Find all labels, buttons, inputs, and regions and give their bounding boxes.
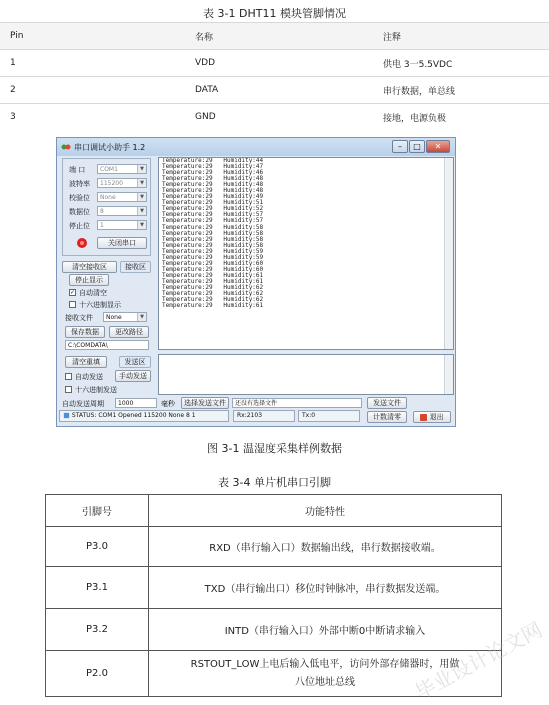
port-label: 端 口 (69, 166, 86, 174)
databits-select[interactable] (97, 206, 147, 216)
send-file-button[interactable]: 发送文件 (367, 397, 407, 409)
table-cell: P3.1 (46, 567, 149, 609)
exit-button[interactable] (413, 411, 451, 423)
chevron-down-icon: ▼ (137, 207, 146, 215)
close-port-button[interactable]: 关闭串口 (97, 237, 147, 249)
port-status-led-icon (76, 237, 88, 249)
receive-scrollbar[interactable] (444, 158, 453, 349)
save-path-field[interactable]: C:\COMDATA\ (65, 340, 149, 350)
cell-line: 八位地址总线 (295, 676, 355, 688)
table-cell: RXD（串行输入口）数据输出线，串行数据接收端。 (149, 527, 502, 567)
chevron-down-icon: ▼ (137, 165, 146, 173)
auto-send-checkbox[interactable] (65, 373, 72, 380)
table-row (46, 567, 502, 609)
cell-line: RSTOUT_LOW上电后输入低电平，访问外部存储器时，用做 (190, 658, 460, 670)
save-file-type-select[interactable] (103, 312, 147, 322)
change-path-button[interactable]: 更改路径 (109, 326, 149, 338)
receive-line: Temperature:29 Humidity:61 (162, 302, 264, 310)
receive-line: Temperature:29 Humidity:58 (162, 229, 264, 237)
save-data-button[interactable]: 保存数据 (65, 326, 105, 338)
port-select[interactable] (97, 164, 147, 174)
chevron-down-icon: ▼ (137, 179, 146, 187)
table-cell: TXD（串行输出口）移位时钟脉冲，串行数据发送端。 (149, 567, 502, 609)
table-header-row (0, 23, 549, 50)
receive-line: Temperature:29 Humidity:62 (162, 290, 264, 298)
window-title: 串口调试小助手 1.2 (74, 143, 146, 152)
send-area-label: 发送区 (119, 356, 151, 368)
table-row (46, 609, 502, 651)
hex-display-label: 十六进制显示 (79, 301, 121, 309)
status-bar (59, 410, 229, 422)
parity-select[interactable] (97, 192, 147, 202)
auto-clear-checkbox[interactable]: ✓ (70, 289, 76, 296)
table-row (0, 77, 549, 104)
receive-line: Temperature:29 Humidity:59 (162, 247, 264, 255)
title-bar[interactable] (57, 138, 455, 156)
parity-value: None (100, 194, 116, 201)
table-cell: 3 (0, 104, 185, 131)
table-cell: 2 (0, 77, 185, 104)
clear-resend-button[interactable]: 清空重填 (65, 356, 107, 368)
chevron-down-icon: ▼ (137, 193, 146, 201)
watermark: 毕业设计论文网 (411, 617, 547, 705)
maximize-icon: □ (413, 142, 421, 151)
period-label: 自动发送周期 (62, 400, 104, 408)
close-button[interactable] (426, 140, 450, 153)
receive-line: Temperature:29 Humidity:51 (162, 199, 264, 207)
chevron-down-icon: ▼ (137, 313, 146, 321)
receive-line: Temperature:29 Humidity:57 (162, 211, 264, 219)
receive-line: Temperature:29 Humidity:61 (162, 271, 264, 279)
table-row (46, 527, 502, 567)
hex-send-label: 十六进制发送 (75, 386, 117, 394)
select-file-button[interactable]: 选择发送文件 (181, 397, 229, 409)
save-file-type-value: None (106, 314, 122, 321)
table-cell: 串行数据，单总线 (373, 77, 549, 104)
receive-line: Temperature:29 Humidity:48 (162, 187, 264, 195)
stopbits-label: 停止位 (69, 222, 90, 230)
receive-line: Temperature:29 Humidity:62 (162, 296, 264, 304)
rx-counter: Rx:2103 (233, 410, 295, 422)
table-cell: 接地，电源负极 (373, 104, 549, 131)
table-cell: 供电 3一5.5VDC (373, 50, 549, 77)
save-file-label: 接收文件 (65, 314, 93, 322)
databits-value: 8 (100, 208, 104, 215)
clear-receive-button[interactable]: 清空接收区 (62, 261, 117, 273)
exit-icon (420, 414, 427, 421)
period-input[interactable]: 1000 (115, 398, 157, 408)
receive-line: Temperature:29 Humidity:60 (162, 265, 264, 273)
receive-line: Temperature:29 Humidity:52 (162, 205, 264, 213)
minimize-button[interactable] (392, 140, 408, 153)
table-cell: INTD（串行输入口）外部中断0中断请求输入 (149, 609, 502, 651)
hex-send-checkbox[interactable] (65, 386, 72, 393)
receive-line: Temperature:29 Humidity:44 (162, 157, 264, 164)
table-cell: DATA (185, 77, 373, 104)
receive-line: Temperature:29 Humidity:62 (162, 283, 264, 291)
table-cell: VDD (185, 50, 373, 77)
chevron-down-icon: ▼ (137, 221, 146, 229)
receive-lines (159, 158, 453, 309)
stopbits-value: 1 (100, 222, 104, 229)
pin-table (0, 22, 549, 130)
databits-label: 数据位 (69, 208, 90, 216)
header-cell: 引脚号 (46, 495, 149, 527)
period-unit: 毫秒 (161, 400, 175, 408)
receive-line: Temperature:29 Humidity:57 (162, 217, 264, 225)
table-cell: P3.2 (46, 609, 149, 651)
selected-file-field: 还没有选择文件 (232, 398, 362, 408)
receive-line: Temperature:29 Humidity:46 (162, 169, 264, 177)
receive-line: Temperature:29 Humidity:49 (162, 193, 264, 201)
hex-display-checkbox[interactable] (69, 301, 76, 308)
table1-caption: 表 3-1 DHT11 模块管脚情况 (203, 7, 346, 20)
header-cell: Pin (0, 23, 185, 50)
table2-caption: 表 3-4 单片机串口引脚 (218, 476, 331, 489)
receive-line: Temperature:29 Humidity:61 (162, 277, 264, 285)
status-icon (63, 412, 70, 419)
baud-select[interactable] (97, 178, 147, 188)
table-cell: 1 (0, 50, 185, 77)
receive-line: Temperature:29 Humidity:48 (162, 181, 264, 189)
header-cell: 功能特性 (149, 495, 502, 527)
status-text: STATUS: COM1 Opened 115200 None 8 1 (71, 412, 196, 419)
receive-textarea[interactable] (158, 157, 454, 350)
send-textarea[interactable] (158, 354, 454, 395)
receive-line: Temperature:29 Humidity:58 (162, 241, 264, 249)
stop-display-button[interactable]: 停止显示 (69, 274, 109, 286)
send-scrollbar[interactable] (444, 355, 453, 394)
receive-line: Temperature:29 Humidity:48 (162, 175, 264, 183)
port-value: COM1 (100, 166, 118, 173)
table-cell: P3.0 (46, 527, 149, 567)
app-icon (61, 142, 71, 152)
close-icon: ✕ (434, 142, 442, 151)
table-row (0, 50, 549, 77)
figure-caption: 图 3-1 温湿度采集样例数据 (207, 442, 342, 455)
receive-line: Temperature:29 Humidity:58 (162, 223, 264, 231)
parity-label: 校验位 (69, 194, 90, 202)
receive-area-label: 接收区 (120, 261, 151, 273)
manual-send-button[interactable]: 手动发送 (115, 370, 151, 382)
baud-label: 波特率 (69, 180, 90, 188)
header-cell: 名称 (185, 23, 373, 50)
header-cell: 注释 (373, 23, 549, 50)
receive-line: Temperature:29 Humidity:58 (162, 235, 264, 243)
table-header-row (46, 495, 502, 527)
receive-line: Temperature:29 Humidity:47 (162, 163, 264, 171)
baud-value: 115200 (100, 180, 123, 187)
auto-send-label: 自动发送 (75, 373, 103, 381)
table-cell: GND (185, 104, 373, 131)
exit-label: 退出 (429, 413, 444, 421)
minimize-icon: – (398, 142, 402, 151)
maximize-button[interactable] (409, 140, 425, 153)
table-cell: P2.0 (46, 651, 149, 697)
tx-counter: Tx:0 (298, 410, 360, 422)
reset-count-button[interactable]: 计数清零 (367, 411, 407, 423)
stopbits-select[interactable] (97, 220, 147, 230)
receive-line: Temperature:29 Humidity:59 (162, 253, 264, 261)
receive-line: Temperature:29 Humidity:60 (162, 259, 264, 267)
auto-clear-label: 自动清空 (79, 289, 107, 297)
serial-assistant-window (56, 137, 456, 427)
table-row (0, 104, 549, 131)
